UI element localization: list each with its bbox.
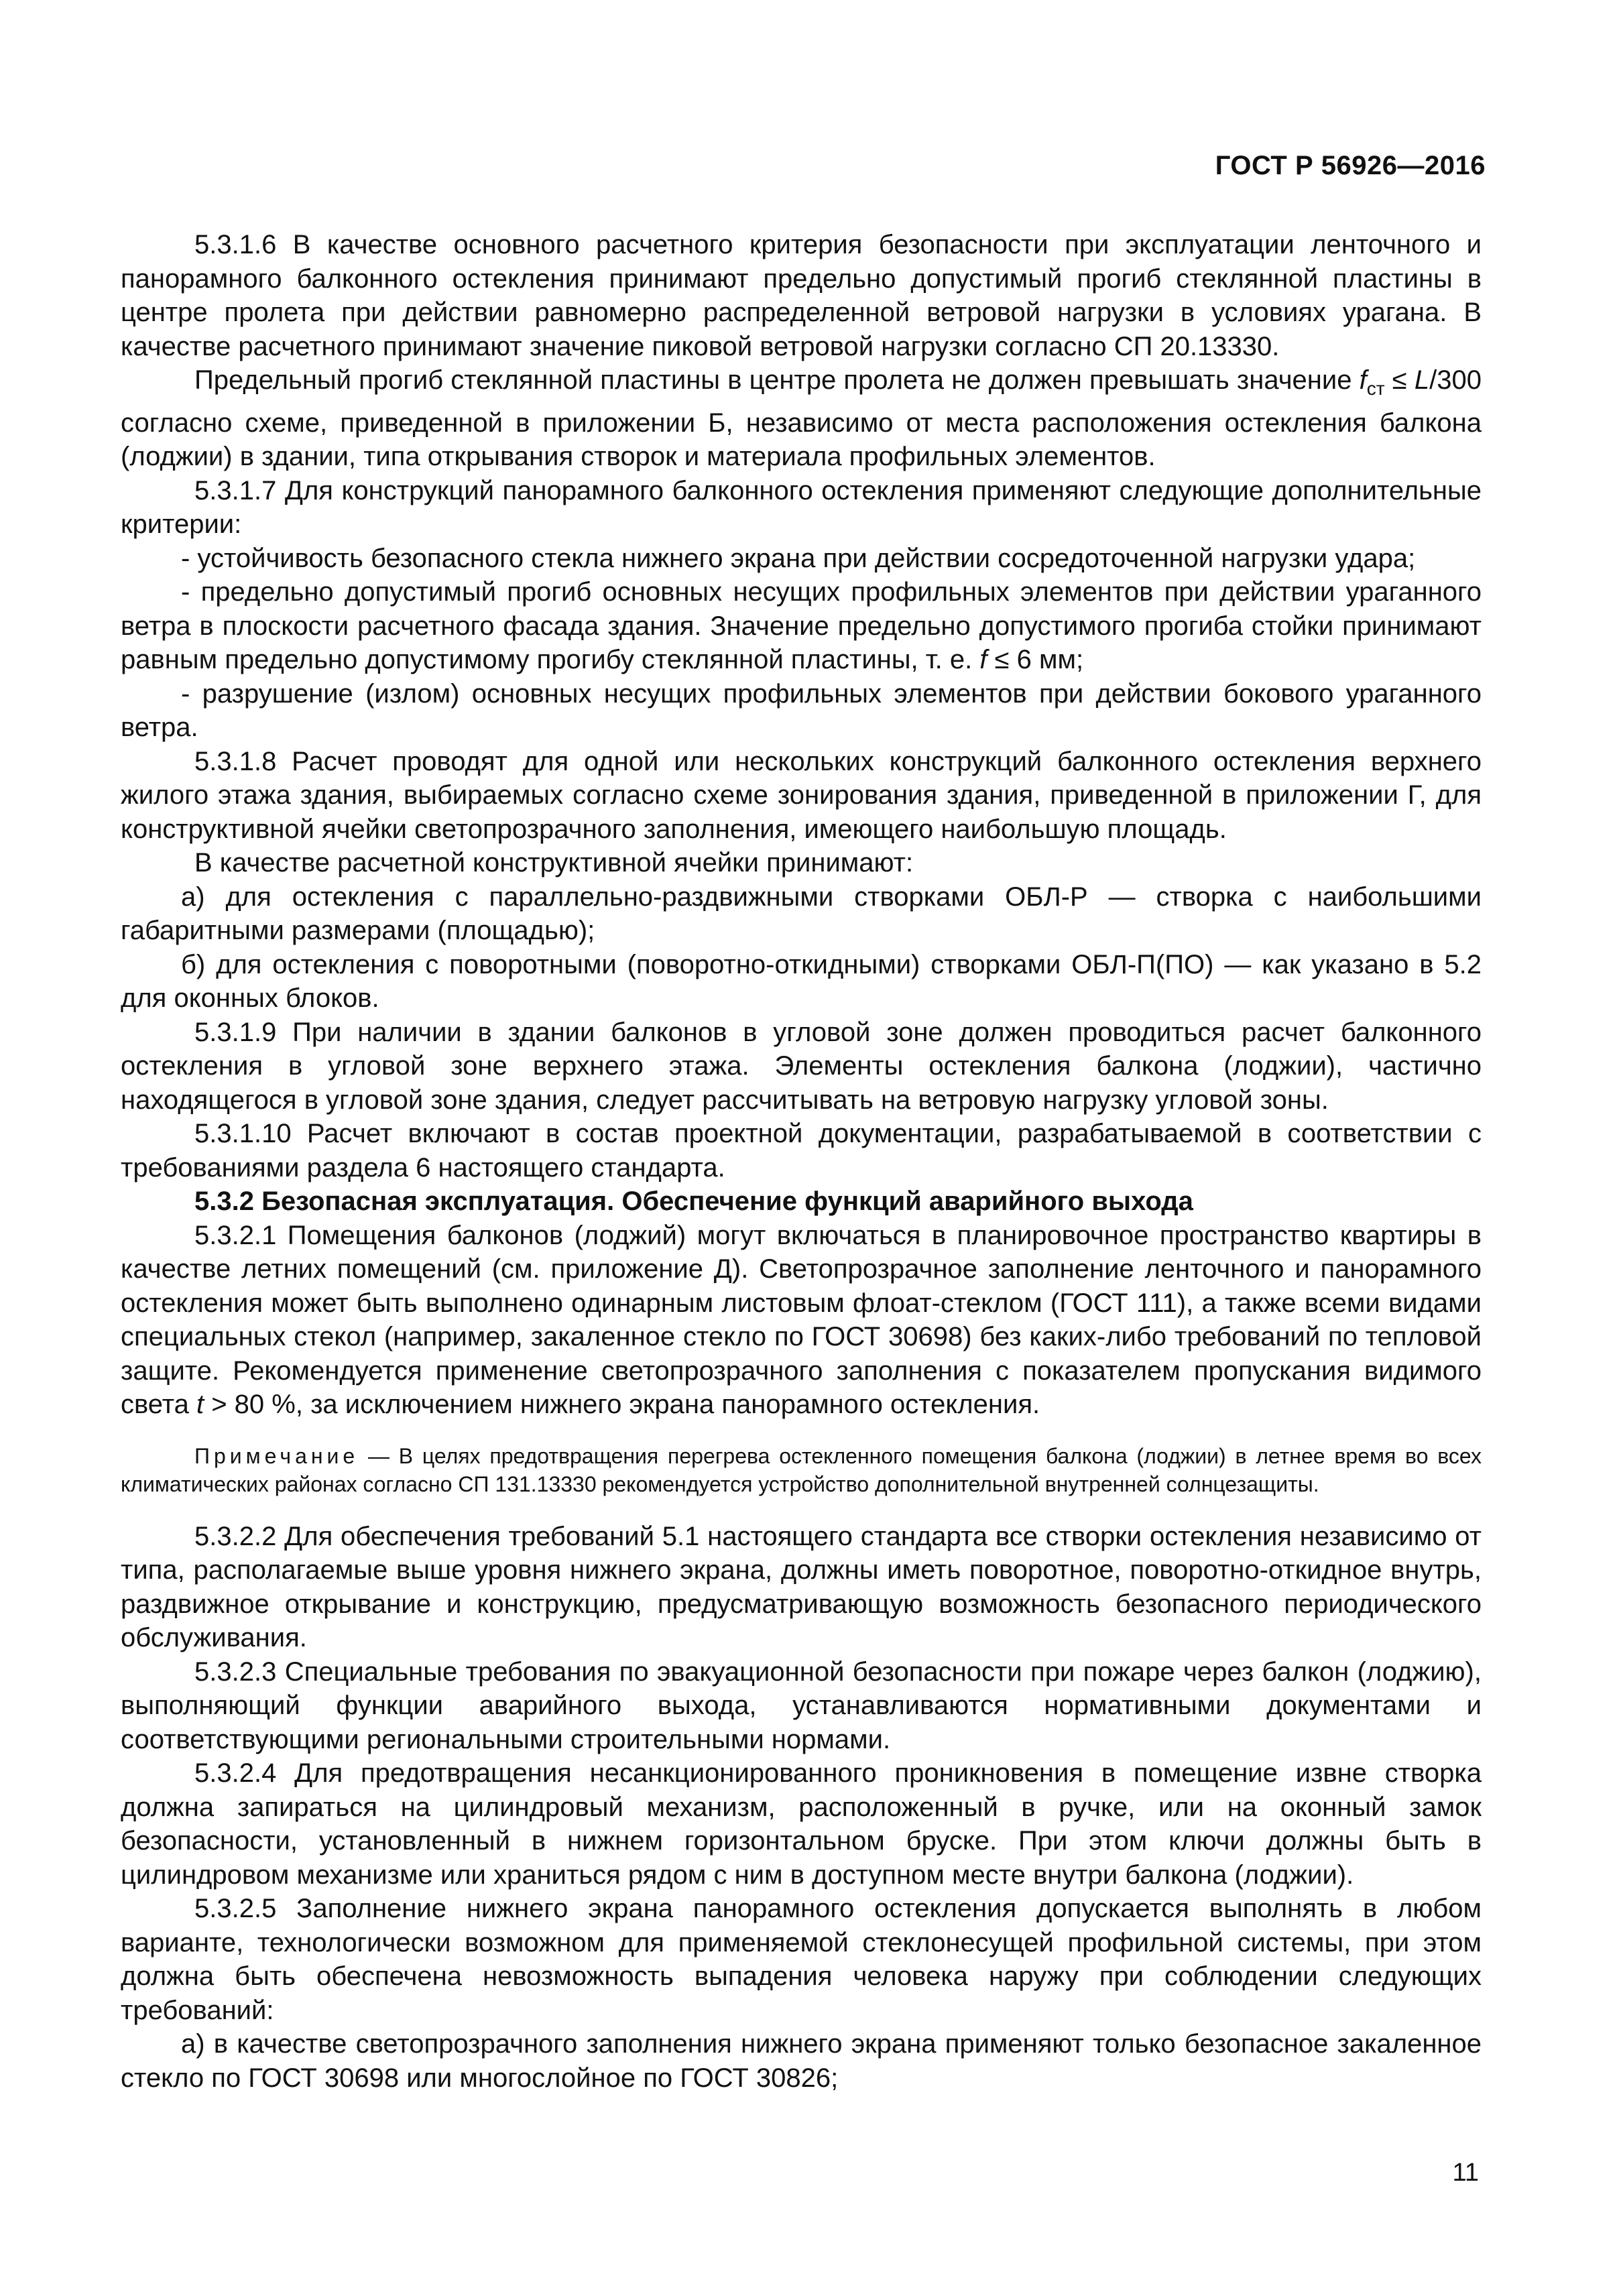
deflection-limit-paragraph	[121, 363, 1482, 474]
clause-5-3-2-1	[121, 1219, 1482, 1422]
clause-5-3-1-6: 5.3.1.6 В качестве основного расчетного критерия безопасности при эксплуатации ленточного и панорамного балконного остекления принимают предельно допустимый прогиб стеклянной пластины в центре пролета при действии равномерно распределенной ветровой нагрузки в условиях урагана. В качестве расчетного принимают значение пиковой ветровой нагрузки согласно СП 20.13330.	[121, 230, 1482, 361]
note-block	[121, 1442, 1482, 1498]
criteria-item-deflection	[121, 575, 1482, 677]
criteria-item-deflection-end: ≤ 6 мм;	[987, 645, 1084, 674]
clause-5-3-2-1-text: 5.3.2.1 Помещения балконов (лоджий) могут включаться в планировочное пространство квартиры в качестве летних помещений (см. приложение Д). Светопрозрачное заполнение ленточного и панорамного остекления может быть выполнено одинарным листовым флоат-стеклом (ГОСТ 111), а также всеми видами специальных стекол (например, закаленное стекло по ГОСТ 30698) без каких-либо требований по тепловой защите. Рекомендуется применение светопрозрачного заполнения с показателем пропускания видимого света	[121, 1220, 1482, 1419]
clause-5-3-1-9: 5.3.1.9 При наличии в здании балконов в угловой зоне должен проводиться расчет балконного остекления в угловой зоне верхнего этажа. Элементы остекления балкона (лоджии), частично находящегося в угловой зоне здания, следует рассчитывать на ветровую нагрузку угловой зоны.	[121, 1017, 1482, 1115]
formula-f-symbol-2: f	[979, 645, 987, 674]
document-code-header: ГОСТ Р 56926—2016	[1215, 151, 1486, 180]
requirement-item-a: а) в качестве светопрозрачного заполнения нижнего экрана применяют только безопасное закаленное стекло по ГОСТ 30698 или многослойное по ГОСТ 30826;	[121, 2029, 1482, 2093]
design-cell-item-b: б) для остекления с поворотными (поворотно-откидными) створками ОБЛ-П(ПО) — как указано в 5.2 для оконных блоков.	[121, 949, 1482, 1013]
clause-5-3-1-10: 5.3.1.10 Расчет включают в состав проектной документации, разрабатываемой в соответствии с требованиями раздела 6 настоящего стандарта.	[121, 1119, 1482, 1183]
clause-5-3-1-7: 5.3.1.7 Для конструкций панорамного балконного остекления применяют следующие дополнительные критерии:	[121, 475, 1482, 539]
criteria-item-deflection-text: - предельно допустимый прогиб основных несущих профильных элементов при действии ураганного ветра в плоскости расчетного фасада здания. Значение предельно допустимого прогиба стойки принимают равным предельно допустимому прогибу стеклянной пластины, т. е.	[121, 577, 1482, 674]
deflection-limit-text-start: Предельный прогиб стеклянной пластины в центре пролета не должен превышать значение	[194, 365, 1360, 395]
formula-le-sign: ≤	[1384, 365, 1415, 395]
formula-f-subscript: ст	[1366, 378, 1385, 399]
document-body	[121, 228, 1482, 2095]
clause-5-3-2-2: 5.3.2.2 Для обеспечения требований 5.1 настоящего стандарта все створки остекления независимо от типа, располагаемые выше уровня нижнего экрана, должны иметь поворотное, поворотно-откидное внутрь, раздвижное открывание и конструкцию, предусматривающую возможность безопасного периодического обслуживания.	[121, 1521, 1482, 1652]
note-label: Примечание	[194, 1443, 359, 1468]
clause-5-3-2-5: 5.3.2.5 Заполнение нижнего экрана панорамного остекления допускается выполнять в любом варианте, технологически возможном для применяемой стеклонесущей профильной системы, при этом должна быть обеспечена невозможность выпадения человека наружу при соблюдении следующих требований:	[121, 1894, 1482, 2025]
page-number: 11	[1452, 2159, 1479, 2187]
clause-5-3-1-8: 5.3.1.8 Расчет проводят для одной или нескольких конструкций балконного остекления верхнего жилого этажа здания, выбираемых согласно схеме зонирования здания, приведенной в приложении Г, для конструктивной ячейки светопрозрачного заполнения, имеющего наибольшую площадь.	[121, 746, 1482, 844]
clause-5-3-2-1-end: > 80 %, за исключением нижнего экрана панорамного остекления.	[204, 1390, 1040, 1419]
section-heading-5-3-2: 5.3.2 Безопасная эксплуатация. Обеспечение функций аварийного выхода	[194, 1187, 1193, 1216]
design-cell-item-a: а) для остекления с параллельно-раздвижными створками ОБЛ-Р — створка с наибольшими габаритными размерами (площадью);	[121, 882, 1482, 945]
formula-L-symbol: L	[1414, 365, 1430, 395]
clause-5-3-2-4: 5.3.2.4 Для предотвращения несанкционированного проникновения в помещение извне створка должна запираться на цилиндровый механизм, расположенный в ручке, или на оконный замок безопасности, установленный в нижнем горизонтальном бруске. При этом ключи должны быть в цилиндровом механизме или храниться рядом с ним в доступном месте внутри балкона (лоджии).	[121, 1758, 1482, 1890]
design-cell-intro: В качестве расчетной конструктивной ячейки принимают:	[194, 848, 914, 878]
clause-5-3-2-3: 5.3.2.3 Специальные требования по эвакуационной безопасности при пожаре через балкон (лоджию), выполняющий функции аварийного выхода, устанавливаются нормативными документами и соответствующими региональными строительными нормами.	[121, 1656, 1482, 1754]
deflection-limit-text-end: /300 согласно схеме, приведенной в приложении Б, независимо от места расположения остекления балкона (лоджии) в здании, типа открывания створок и материала профильных элементов.	[121, 365, 1482, 471]
criteria-item-stability: - устойчивость безопасного стекла нижнего экрана при действии сосредоточенной нагрузки удара;	[181, 543, 1416, 573]
formula-f-symbol: f	[1359, 365, 1367, 395]
note-text: — В целях предотвращения перегрева остекленного помещения балкона (лоджии) в летнее время во всех климатических районах согласно СП 131.13330 рекомендуется устройство дополнительной внутренней солнцезащиты.	[121, 1443, 1482, 1496]
formula-t-symbol: t	[196, 1390, 204, 1419]
criteria-item-fracture: - разрушение (излом) основных несущих профильных элементов при действии бокового ураганного ветра.	[121, 678, 1482, 742]
